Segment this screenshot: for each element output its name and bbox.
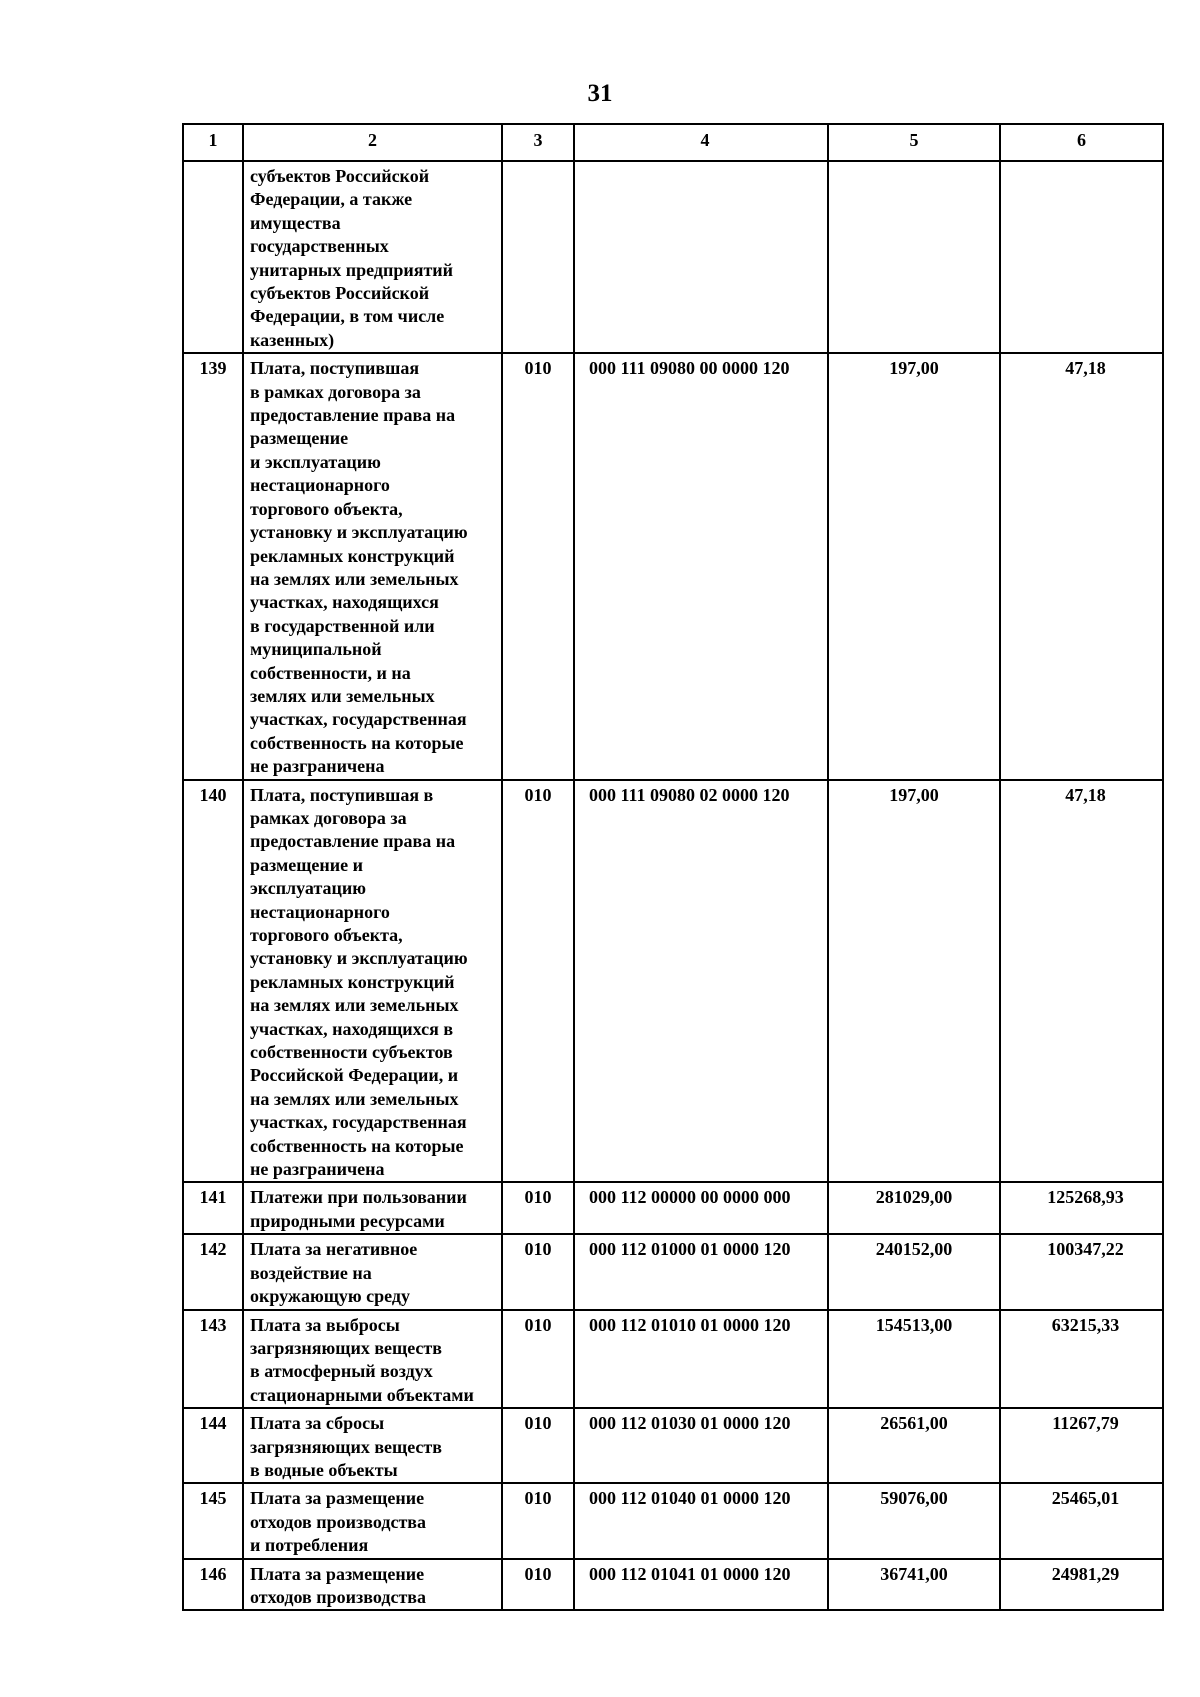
row-number: 146 <box>183 1559 243 1611</box>
row-line-code <box>502 161 574 353</box>
table-row <box>183 1559 1163 1611</box>
row-value-col6: 11267,79 <box>1000 1408 1163 1483</box>
row-line-code: 010 <box>502 1182 574 1234</box>
table-row <box>183 161 1163 353</box>
row-name: Плата за размещение отходов производства и потребления <box>243 1483 502 1558</box>
row-value-col5: 281029,00 <box>828 1182 1000 1234</box>
row-number: 142 <box>183 1234 243 1309</box>
table-body <box>183 161 1163 1610</box>
row-value-col6: 25465,01 <box>1000 1483 1163 1558</box>
row-value-col5: 197,00 <box>828 353 1000 779</box>
row-line-code: 010 <box>502 780 574 1183</box>
row-number: 140 <box>183 780 243 1183</box>
table-row <box>183 1408 1163 1483</box>
row-value-col6: 47,18 <box>1000 353 1163 779</box>
row-name: Плата, поступившая в рамках договора за предоставление права на размещение и эксплуатацию нестационарного торгового объекта, установку и эксплуатацию рекламных конструкций на землях или земельных участках, находящихся в собственности субъектов Российской Федерации, и на землях или земельных участках, государственная собственность на которые не разграничена <box>243 780 502 1183</box>
row-value-col6: 100347,22 <box>1000 1234 1163 1309</box>
row-name: Плата за выбросы загрязняющих веществ в атмосферный воздух стационарными объектами <box>243 1310 502 1409</box>
header-col-4: 4 <box>574 124 828 161</box>
row-number: 139 <box>183 353 243 779</box>
table-header-row <box>183 124 1163 161</box>
row-value-col6 <box>1000 161 1163 353</box>
row-line-code: 010 <box>502 1234 574 1309</box>
row-budget-code: 000 112 01010 01 0000 120 <box>574 1310 828 1409</box>
row-line-code: 010 <box>502 1559 574 1611</box>
row-value-col5: 240152,00 <box>828 1234 1000 1309</box>
table-row <box>183 1310 1163 1409</box>
row-budget-code <box>574 161 828 353</box>
row-value-col5: 59076,00 <box>828 1483 1000 1558</box>
row-value-col5 <box>828 161 1000 353</box>
row-line-code: 010 <box>502 1408 574 1483</box>
header-col-6: 6 <box>1000 124 1163 161</box>
row-budget-code: 000 111 09080 02 0000 120 <box>574 780 828 1183</box>
row-line-code: 010 <box>502 353 574 779</box>
row-line-code: 010 <box>502 1310 574 1409</box>
row-value-col6: 63215,33 <box>1000 1310 1163 1409</box>
row-name: Плата за негативное воздействие на окружающую среду <box>243 1234 502 1309</box>
row-budget-code: 000 111 09080 00 0000 120 <box>574 353 828 779</box>
row-value-col5: 26561,00 <box>828 1408 1000 1483</box>
row-budget-code: 000 112 01041 01 0000 120 <box>574 1559 828 1611</box>
row-name: Плата за размещение отходов производства <box>243 1559 502 1611</box>
header-col-3: 3 <box>502 124 574 161</box>
row-value-col6: 125268,93 <box>1000 1182 1163 1234</box>
row-budget-code: 000 112 00000 00 0000 000 <box>574 1182 828 1234</box>
header-col-5: 5 <box>828 124 1000 161</box>
table-row <box>183 1234 1163 1309</box>
row-value-col6: 24981,29 <box>1000 1559 1163 1611</box>
row-budget-code: 000 112 01040 01 0000 120 <box>574 1483 828 1558</box>
row-name: Плата за сбросы загрязняющих веществ в водные объекты <box>243 1408 502 1483</box>
row-budget-code: 000 112 01030 01 0000 120 <box>574 1408 828 1483</box>
row-number: 145 <box>183 1483 243 1558</box>
row-value-col5: 154513,00 <box>828 1310 1000 1409</box>
row-name: Платежи при пользовании природными ресурсами <box>243 1182 502 1234</box>
revenue-table <box>182 123 1164 1611</box>
row-value-col5: 197,00 <box>828 780 1000 1183</box>
header-col-1: 1 <box>183 124 243 161</box>
row-line-code: 010 <box>502 1483 574 1558</box>
row-number: 144 <box>183 1408 243 1483</box>
header-col-2: 2 <box>243 124 502 161</box>
row-value-col5: 36741,00 <box>828 1559 1000 1611</box>
row-name: субъектов Российской Федерации, а также имущества государственных унитарных предприятий субъектов Российской Федерации, в том числе казенных) <box>243 161 502 353</box>
row-value-col6: 47,18 <box>1000 780 1163 1183</box>
row-number: 143 <box>183 1310 243 1409</box>
table-row <box>183 353 1163 779</box>
table-row <box>183 780 1163 1183</box>
table-row <box>183 1483 1163 1558</box>
table-row <box>183 1182 1163 1234</box>
page-number: 31 <box>587 80 613 107</box>
row-name: Плата, поступившая в рамках договора за предоставление права на размещение и эксплуатацию нестационарного торгового объекта, установку и эксплуатацию рекламных конструкций на землях или земельных участках, находящихся в государственной или муниципальной собственности, и на землях или земельных участках, государственная собственность на которые не разграничена <box>243 353 502 779</box>
row-number <box>183 161 243 353</box>
row-budget-code: 000 112 01000 01 0000 120 <box>574 1234 828 1309</box>
row-number: 141 <box>183 1182 243 1234</box>
